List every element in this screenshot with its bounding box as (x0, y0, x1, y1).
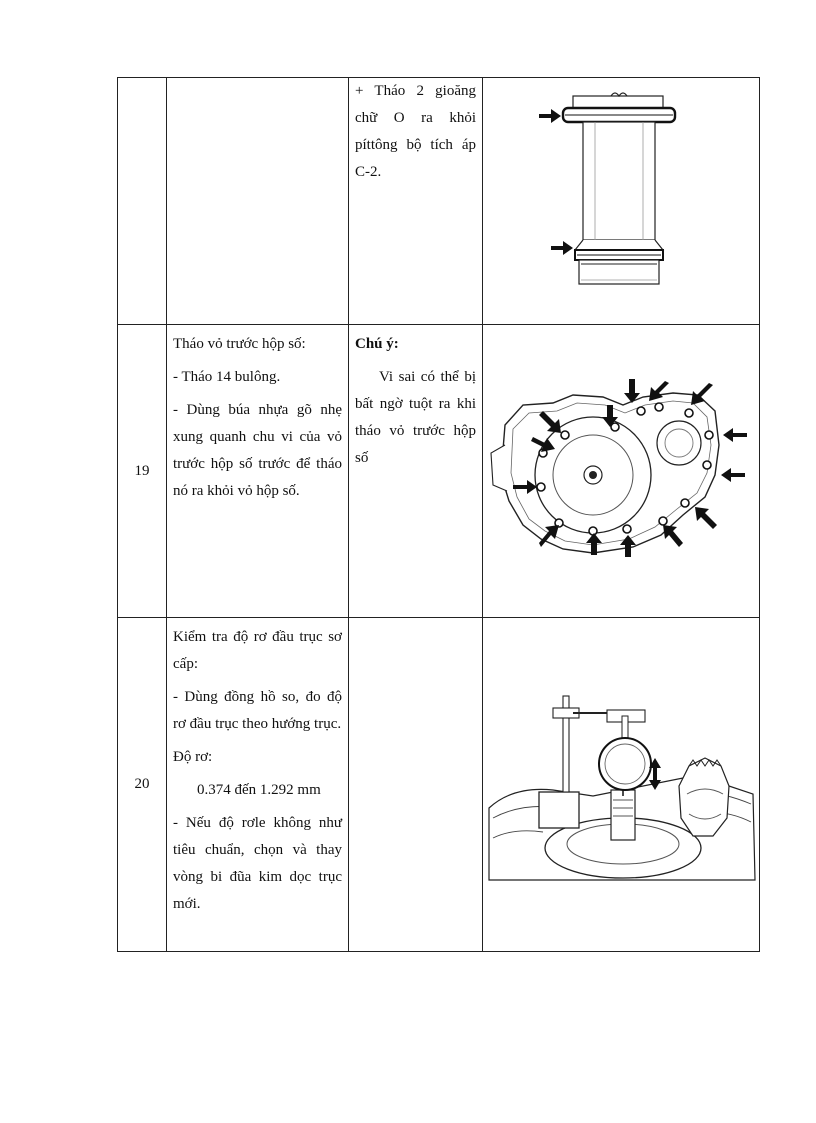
step-instruction: + Tháo 2 gioăng chữ O ra khỏi píttông bộ tích áp C-2. (355, 83, 476, 180)
procedure-table (117, 77, 760, 952)
table-row (118, 78, 760, 325)
note-title: Chú ý: (355, 336, 399, 352)
dial-indicator-figure (483, 618, 760, 951)
spec-label: Độ rơ: (173, 749, 213, 765)
transaxle-case-bolts-figure (483, 325, 760, 617)
procedure-cell (167, 78, 349, 325)
step-title: Tháo vỏ trước hộp số: (173, 336, 306, 352)
step-number-cell (118, 78, 167, 325)
note-cell (349, 325, 483, 618)
note-text: Vi sai có thể bị bất ngờ tuột ra khi tháo vỏ trước hộp số (355, 369, 476, 466)
step-instruction: - Dùng đồng hồ so, đo độ rơ đầu trục theo hướng trục. (173, 689, 342, 732)
note-cell (349, 618, 483, 952)
step-number-cell: 19 (118, 325, 167, 618)
figure-cell (483, 78, 760, 325)
step-number-cell: 20 (118, 618, 167, 952)
step-title: Kiểm tra độ rơ đầu trục sơ cấp: (173, 629, 342, 672)
step-instruction: - Dùng búa nhựa gõ nhẹ xung quanh chu vi của vỏ trước hộp số trước để tháo nó ra khỏi vỏ hộp số. (173, 402, 342, 499)
spec-value: 0.374 đến 1.292 mm (197, 782, 321, 798)
step-instruction: - Nếu độ rơle không như tiêu chuẩn, chọn và thay vòng bi đũa kim dọc trục mới. (173, 815, 342, 912)
step-instruction: - Tháo 14 bulông. (173, 369, 281, 385)
piston-o-ring-figure (483, 78, 760, 324)
figure-cell (483, 325, 760, 618)
figure-cell (483, 618, 760, 952)
procedure-cell (167, 325, 349, 618)
table-row (118, 618, 760, 952)
table-row (118, 325, 760, 618)
procedure-cell (167, 618, 349, 952)
note-cell (349, 78, 483, 325)
